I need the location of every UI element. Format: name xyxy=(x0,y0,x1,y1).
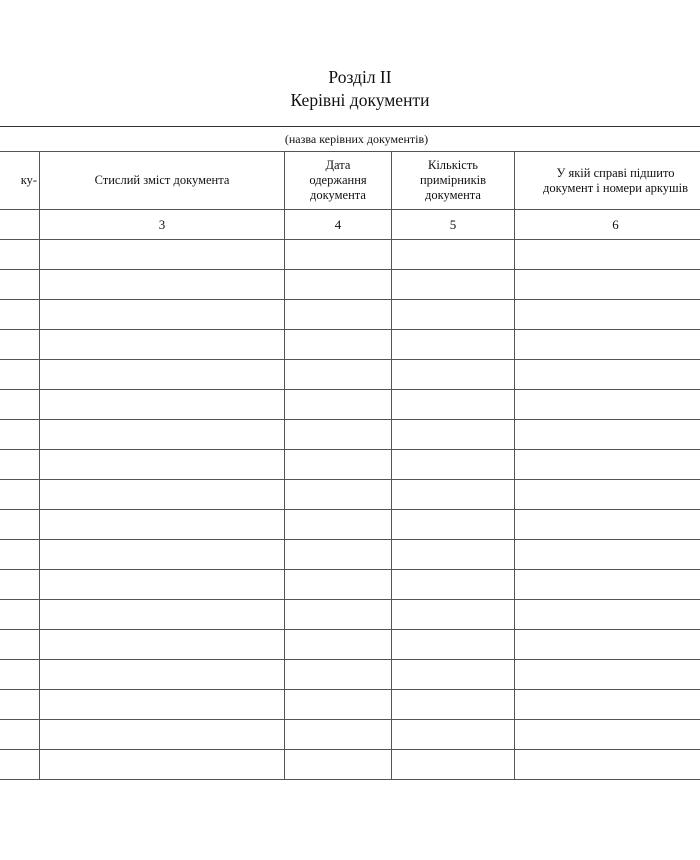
table-cell[interactable] xyxy=(0,660,40,690)
column-header-line: документа xyxy=(310,188,366,202)
column-header-line: Стислий зміст документа xyxy=(94,173,230,187)
table-cell[interactable] xyxy=(285,540,392,570)
table-cell[interactable] xyxy=(285,300,392,330)
table-cell[interactable] xyxy=(0,510,40,540)
column-number-2: 3 xyxy=(40,210,285,240)
table-cell[interactable] xyxy=(40,630,285,660)
table-cell[interactable] xyxy=(0,600,40,630)
table-row xyxy=(0,480,700,510)
table-cell[interactable] xyxy=(392,720,515,750)
documents-register-table xyxy=(0,126,700,780)
table-cell[interactable] xyxy=(285,450,392,480)
table-cell[interactable] xyxy=(515,660,700,690)
table-cell[interactable] xyxy=(392,690,515,720)
column-header-line: Дата xyxy=(325,158,351,172)
table-cell[interactable] xyxy=(515,690,700,720)
table-cell[interactable] xyxy=(285,480,392,510)
table-row xyxy=(0,750,700,780)
table-cell[interactable] xyxy=(285,420,392,450)
table-cell[interactable] xyxy=(40,300,285,330)
table-cell[interactable] xyxy=(285,660,392,690)
table-cell[interactable] xyxy=(285,600,392,630)
table-cell[interactable] xyxy=(0,390,40,420)
table-cell[interactable] xyxy=(40,720,285,750)
table-cell[interactable] xyxy=(285,330,392,360)
table-cell[interactable] xyxy=(515,480,700,510)
table-cell[interactable] xyxy=(40,390,285,420)
column-header-line: одержання xyxy=(309,173,367,187)
table-cell[interactable] xyxy=(392,600,515,630)
table-cell[interactable] xyxy=(515,720,700,750)
table-cell[interactable] xyxy=(40,690,285,720)
table-row xyxy=(0,270,700,300)
table-cell[interactable] xyxy=(285,270,392,300)
table-row xyxy=(0,300,700,330)
table-cell[interactable] xyxy=(40,330,285,360)
table-row xyxy=(0,450,700,480)
table-row xyxy=(0,540,700,570)
table-cell[interactable] xyxy=(40,660,285,690)
table-cell[interactable] xyxy=(40,570,285,600)
table-cell[interactable] xyxy=(392,300,515,330)
table-cell[interactable] xyxy=(392,270,515,300)
table-cell[interactable] xyxy=(40,600,285,630)
column-number-5: 6 xyxy=(515,210,700,240)
table-cell[interactable] xyxy=(515,360,700,390)
table-cell[interactable] xyxy=(285,750,392,780)
table-cell[interactable] xyxy=(392,540,515,570)
table-cell[interactable] xyxy=(392,360,515,390)
table-cell[interactable] xyxy=(40,420,285,450)
column-number-4: 5 xyxy=(392,210,515,240)
table-cell[interactable] xyxy=(392,660,515,690)
table-cell[interactable] xyxy=(0,570,40,600)
table-cell[interactable] xyxy=(392,480,515,510)
table-caption-row xyxy=(0,127,700,152)
documents-register-table-container xyxy=(0,126,700,780)
table-row xyxy=(0,420,700,450)
table-row xyxy=(0,240,700,270)
table-cell[interactable] xyxy=(515,510,700,540)
table-cell[interactable] xyxy=(515,300,700,330)
column-header-3 xyxy=(285,152,392,210)
table-cell[interactable] xyxy=(515,630,700,660)
table-row xyxy=(0,330,700,360)
table-row xyxy=(0,570,700,600)
column-header-line: документ і номери аркушів xyxy=(542,180,689,195)
table-cell[interactable] xyxy=(515,240,700,270)
table-cell[interactable] xyxy=(0,240,40,270)
column-number-row xyxy=(0,210,700,240)
column-number-1 xyxy=(0,210,40,240)
table-cell[interactable] xyxy=(285,510,392,540)
table-cell[interactable] xyxy=(0,330,40,360)
table-cell[interactable] xyxy=(0,750,40,780)
table-cell[interactable] xyxy=(515,420,700,450)
section-title: Розділ II xyxy=(328,67,392,87)
table-header-row xyxy=(0,152,700,210)
column-header-5 xyxy=(515,152,700,210)
table-cell[interactable] xyxy=(392,330,515,360)
column-header-line: примірників xyxy=(419,173,487,187)
table-cell[interactable] xyxy=(392,450,515,480)
table-cell[interactable] xyxy=(515,750,700,780)
table-cell[interactable] xyxy=(515,390,700,420)
table-cell[interactable] xyxy=(40,240,285,270)
table-cell[interactable] xyxy=(392,390,515,420)
column-header-line: документа xyxy=(425,188,481,202)
table-row xyxy=(0,360,700,390)
column-header-1 xyxy=(0,152,40,210)
table-cell[interactable] xyxy=(0,720,40,750)
table-cell[interactable] xyxy=(0,690,40,720)
table-cell[interactable] xyxy=(0,420,40,450)
table-cell[interactable] xyxy=(40,510,285,540)
table-caption: (назва керівних документів) xyxy=(0,127,700,152)
column-header-2 xyxy=(40,152,285,210)
table-cell[interactable] xyxy=(515,450,700,480)
table-row xyxy=(0,660,700,690)
column-header-line: Кількість xyxy=(427,158,478,172)
table-cell[interactable] xyxy=(40,540,285,570)
table-cell[interactable] xyxy=(285,690,392,720)
column-header-line: ку- xyxy=(20,173,37,187)
table-row xyxy=(0,720,700,750)
table-cell[interactable] xyxy=(515,600,700,630)
table-cell[interactable] xyxy=(285,720,392,750)
table-cell[interactable] xyxy=(392,240,515,270)
table-row xyxy=(0,510,700,540)
table-cell[interactable] xyxy=(285,570,392,600)
table-cell[interactable] xyxy=(0,360,40,390)
table-cell[interactable] xyxy=(285,630,392,660)
table-cell[interactable] xyxy=(40,360,285,390)
table-cell[interactable] xyxy=(515,570,700,600)
table-cell[interactable] xyxy=(285,240,392,270)
table-cell[interactable] xyxy=(515,330,700,360)
column-header-4 xyxy=(392,152,515,210)
table-cell[interactable] xyxy=(0,630,40,660)
table-cell[interactable] xyxy=(392,750,515,780)
table-cell[interactable] xyxy=(40,750,285,780)
table-cell[interactable] xyxy=(40,480,285,510)
table-cell[interactable] xyxy=(392,420,515,450)
table-row xyxy=(0,630,700,660)
table-cell[interactable] xyxy=(0,450,40,480)
table-row xyxy=(0,390,700,420)
table-cell[interactable] xyxy=(285,390,392,420)
table-cell[interactable] xyxy=(392,630,515,660)
table-cell[interactable] xyxy=(0,480,40,510)
table-row xyxy=(0,690,700,720)
table-cell[interactable] xyxy=(285,360,392,390)
table-cell[interactable] xyxy=(515,270,700,300)
table-cell[interactable] xyxy=(40,270,285,300)
table-cell[interactable] xyxy=(515,540,700,570)
column-header-line: У якій справі підшито xyxy=(556,165,675,180)
column-number-3: 4 xyxy=(285,210,392,240)
table-cell[interactable] xyxy=(392,570,515,600)
table-cell[interactable] xyxy=(0,270,40,300)
table-cell[interactable] xyxy=(0,300,40,330)
table-row xyxy=(0,600,700,630)
table-cell[interactable] xyxy=(40,450,285,480)
table-cell[interactable] xyxy=(392,510,515,540)
section-subtitle: Керівні документи xyxy=(290,90,430,110)
table-cell[interactable] xyxy=(0,540,40,570)
